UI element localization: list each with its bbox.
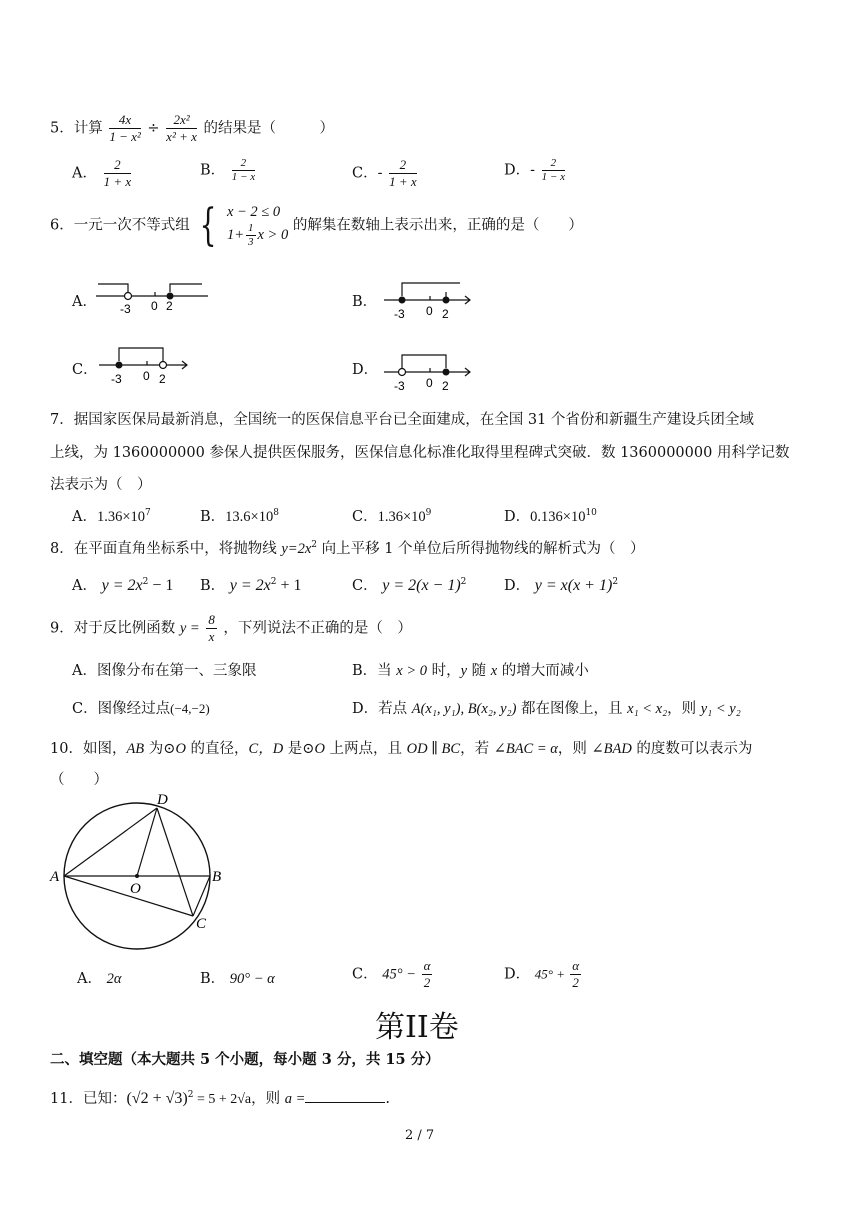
q5-option-b: B． $\frac{2}{1 - x}$ — [200, 157, 256, 183]
q6-option-c-label: C． — [72, 362, 98, 378]
q8-option-d: D． $y = x(x + 1)^2$ — [504, 577, 619, 594]
q5-option-c: C．- $\frac{2}{1 + x}$ — [352, 157, 417, 189]
q6-d-tick-0: 0 — [426, 376, 433, 390]
q6-d-tick-neg3: -3 — [394, 379, 405, 393]
q7-line-1: 7．据国家医保局最新消息，全国统一的医保信息平台已全面建成，在全国 31 个省份和新疆生产建设兵团全域 — [50, 412, 754, 428]
q6-option-d-label: D． — [352, 362, 379, 378]
q6-c-tick-0: 0 — [143, 369, 150, 383]
q7-option-a: A．$1.36\times 10^7$ — [72, 508, 151, 525]
q6-number-line-d — [378, 350, 478, 394]
q6-option-a-label: A． — [72, 294, 97, 310]
q9-option-a: A．图像分布在第一、三象限 — [72, 663, 257, 679]
label-c: C — [196, 916, 207, 932]
q10-line-1: 10．如图，AB 为⊙O 的直径，C，D 是⊙O 上两点，且 OD ∥ BC，若 ∠BAC = α，则 ∠BAD 的度数可以表示为 — [50, 741, 753, 757]
q5-suffix: 的结果是（ ） — [203, 120, 334, 137]
q11-answer-blank[interactable] — [305, 1088, 385, 1103]
q6-number-line-a — [90, 278, 220, 318]
q6-c-tick-neg3: -3 — [111, 372, 122, 386]
q5-option-d: D．- $\frac{2}{1 - x}$ — [504, 157, 565, 183]
q6-inequality-system: x − 2 ≤ 0 1+ $\frac{1}{3}$ x > 0 — [226, 204, 289, 248]
q10-option-c: C． 45° − $\frac{\alpha}{2}$ — [352, 958, 431, 990]
segment-od — [137, 808, 157, 876]
q6-a-tick-0: 0 — [151, 299, 158, 313]
q5-fraction-2: $\frac{\text{2x²}}{\text{x² + x}}$ — [166, 112, 197, 144]
q10-line-2: （ ） — [50, 772, 108, 788]
q7-option-c: C．$1.36\times 10^9$ — [352, 508, 432, 525]
section-title: 第II卷 — [375, 1010, 459, 1045]
label-b: B — [212, 869, 222, 885]
q5-option-a: A． $\frac{2}{1 + x}$ — [72, 157, 132, 189]
q8-stem: 8．在平面直角坐标系中，将抛物线 $y=2x^2$ 向上平移 1 个单位后所得抛物线的解析式为（ ） — [50, 540, 645, 557]
q9-option-d: D．若点 A(x₁, y₁), B(x₂, y₂) 都在图像上，且 x₁ < x₂，则 y₁ < y₂ — [352, 701, 741, 717]
section-subtitle: 二、填空题（本大题共 5 个小题，每小题 3 分，共 15 分） — [50, 1051, 440, 1068]
q7-option-b: B．$13.6\times 10^8$ — [200, 508, 279, 525]
q10-option-a: A． 2α — [77, 971, 122, 987]
q5-prefix: 计算 — [73, 120, 103, 137]
q5-number: 5． — [50, 120, 74, 137]
q10-circle-diagram — [45, 788, 235, 958]
q7-option-d: D．$0.136\times 10^{10}$ — [504, 508, 597, 525]
q6-b-tick-neg3: -3 — [394, 307, 405, 321]
q7-line-3: 法表示为（ ） — [50, 477, 152, 493]
q6-c-tick-2: 2 — [159, 372, 166, 386]
q8-option-b: B． $y = 2x^2 + 1$ — [200, 577, 302, 594]
q8-option-a: A． $y = 2x^2 - 1$ — [72, 577, 174, 594]
q6-b-tick-0: 0 — [426, 304, 433, 318]
q9-option-b: B．当 x > 0 时，y 随 x 的增大而减小 — [352, 663, 589, 679]
center-o-dot — [135, 874, 139, 878]
label-o: O — [130, 881, 141, 897]
q6-a-tick-neg3: -3 — [120, 302, 131, 316]
label-d: D — [157, 792, 168, 808]
q6-number-line-c — [95, 345, 195, 387]
q6-option-b-label: B． — [352, 294, 378, 310]
q7-line-2: 上线，为 1360000000 参保人提供医保服务，医保信息化标准化取得里程碑式突破．数 1360000000 用科学记数 — [50, 445, 790, 461]
q9-stem: 9．对于反比例函数 y = $\frac{8}{x}$ ，下列说法不正确的是（ ） — [50, 612, 412, 644]
q10-option-d: D． 45° + $\frac{\alpha}{2}$ — [504, 958, 580, 990]
q10-option-b: B． 90° − α — [200, 971, 275, 987]
segment-ac — [64, 876, 193, 916]
question-5-stem — [50, 112, 334, 145]
q6-b-tick-2: 2 — [442, 307, 449, 321]
q8-option-c: C． $y = 2(x - 1)^2$ — [352, 577, 467, 594]
q6-d-tick-2: 2 — [442, 379, 449, 393]
q5-divide-sign: ÷ — [147, 120, 160, 137]
q6-number-line-b — [378, 278, 478, 322]
q9-option-c: C．图像经过点(−4,−2) — [72, 701, 210, 717]
q5-fraction-1: $\frac{4x}{\text{1 − x²}}$ — [109, 112, 141, 144]
q6-a-tick-2: 2 — [166, 299, 173, 313]
label-a: A — [50, 869, 60, 885]
question-6-stem: 6．一元一次不等式组 { x − 2 ≤ 0 1+ $\frac{1}{3}$ x > 0 的解集在数轴上表示出来，正确的是（ ） — [50, 199, 583, 251]
segment-ad — [64, 808, 157, 876]
q11-stem: 11．已知：$(√2 + √3)^2 = 5 + 2√a$，则 a = . — [50, 1090, 391, 1107]
page-number: 2 / 7 — [405, 1128, 435, 1143]
